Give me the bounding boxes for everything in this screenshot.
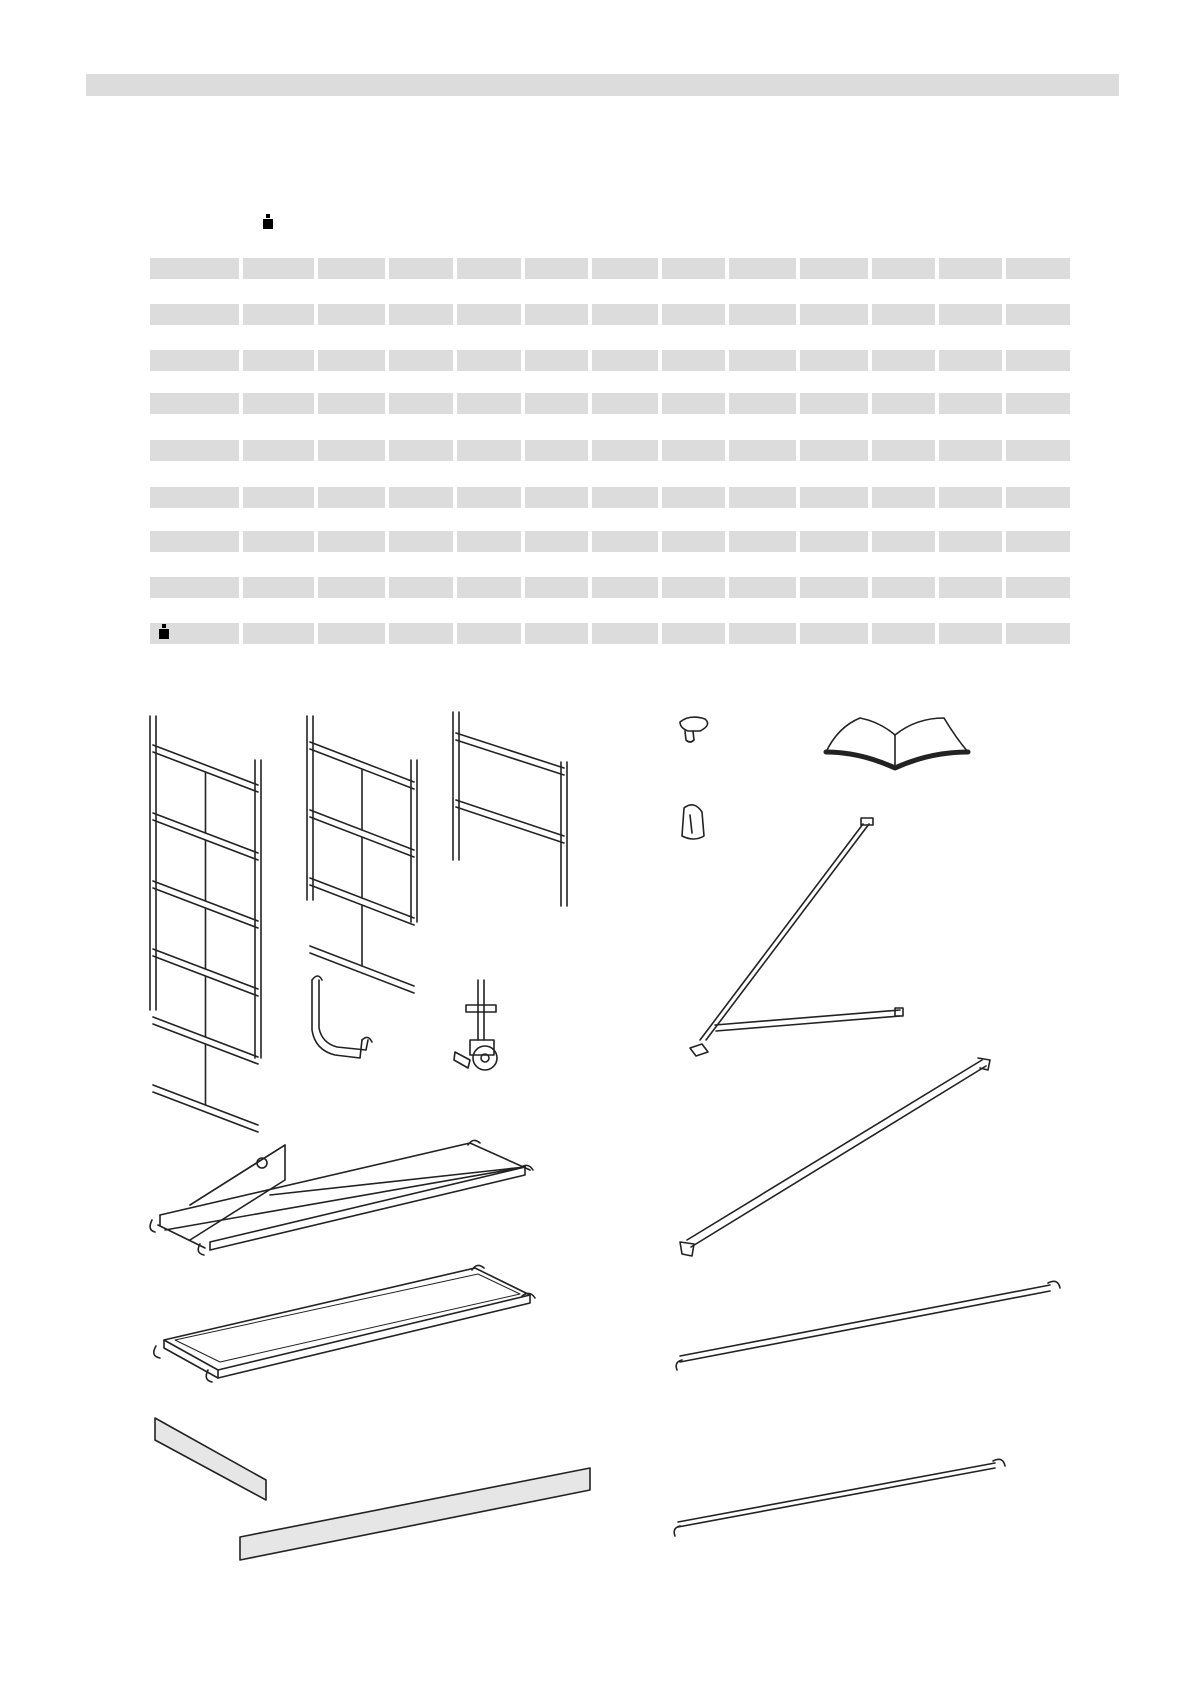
frame-6-rung	[150, 716, 261, 1132]
diagonal-brace	[680, 1058, 990, 1256]
frame-2-rung	[453, 712, 567, 906]
platform	[154, 1265, 535, 1382]
platform-with-trapdoor	[150, 1140, 533, 1255]
open-book-icon	[826, 718, 968, 768]
horizontal-brace-long	[676, 1281, 1060, 1370]
wedge-clip	[682, 805, 704, 839]
u-bracket	[312, 976, 372, 1058]
stabiliser-outrigger	[690, 818, 903, 1056]
toe-clip	[680, 717, 708, 742]
horizontal-brace-short	[674, 1459, 1005, 1536]
toe-board-short	[155, 1418, 266, 1500]
frame-4-rung	[307, 716, 417, 993]
toe-board-long	[240, 1468, 590, 1560]
castor-wheel	[454, 980, 497, 1070]
